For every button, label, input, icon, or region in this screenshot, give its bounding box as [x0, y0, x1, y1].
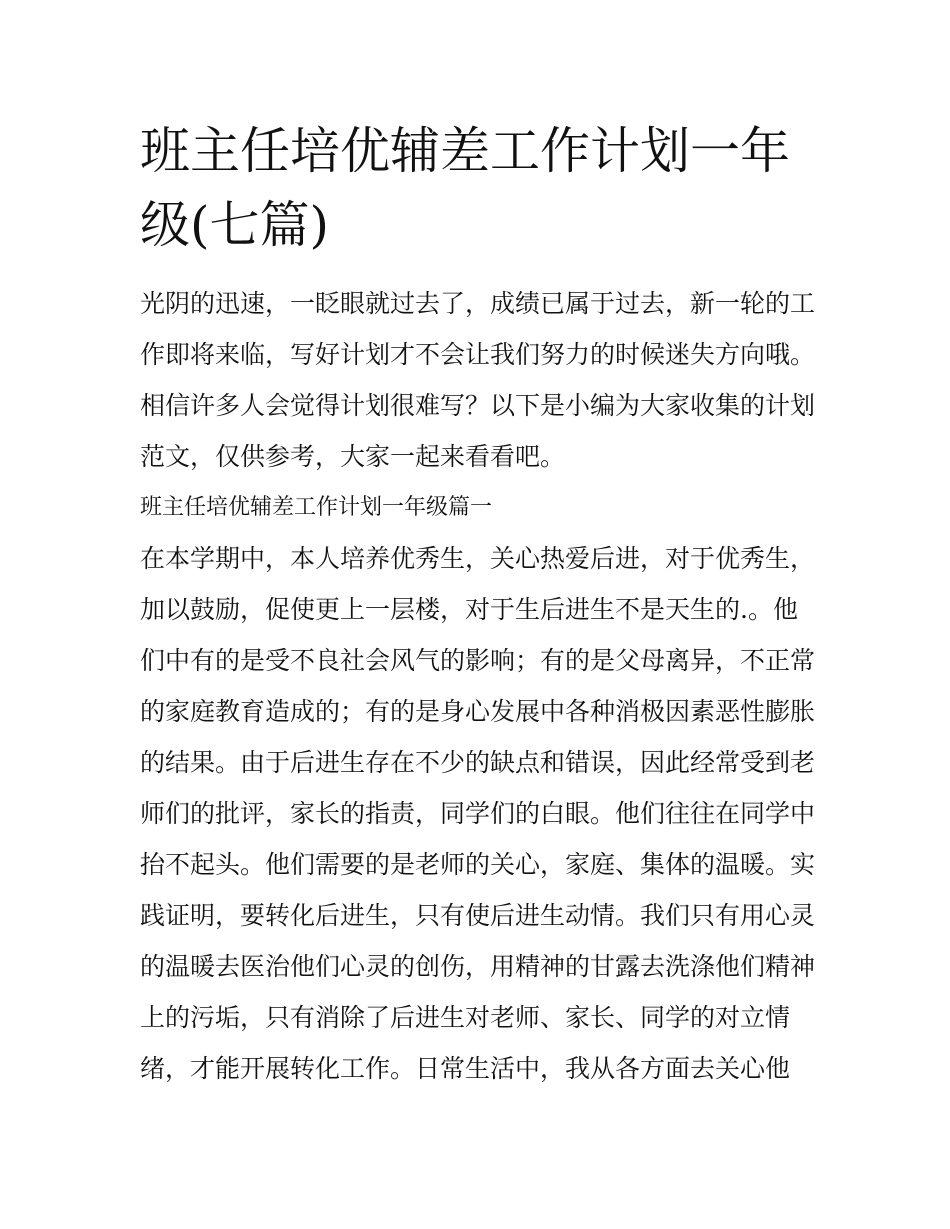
section-line: 绪，才能开展转化工作。日常生活中，我从各方面去关心他 — [140, 1054, 791, 1083]
intro-line: 作即将来临，写好计划才不会让我们努力的时候迷失方向哦。 — [140, 340, 816, 369]
document-title — [140, 114, 820, 262]
intro-line: 相信许多人会觉得计划很难写？以下是小编为大家收集的计划 — [140, 391, 816, 420]
intro-line: 光阴的迅速，一眨眼就过去了，成绩已属于过去，新一轮的工 — [140, 289, 816, 318]
title-line: 级(七篇) — [140, 196, 330, 254]
section-line: 加以鼓励，促使更上一层楼，对于生后进生不是天生的.。他 — [140, 595, 798, 624]
section-line: 师们的批评，家长的指责，同学们的白眼。他们往往在同学中 — [140, 799, 816, 828]
section-line: 的结果。由于后进生存在不少的缺点和错误，因此经常受到老 — [140, 748, 816, 777]
section-line: 上的污垢，只有消除了后进生对老师、家长、同学的对立情 — [140, 1003, 791, 1032]
intro-line: 范文，仅供参考，大家一起来看看吧。 — [140, 442, 566, 471]
section-line: 抬不起头。他们需要的是老师的关心，家庭、集体的温暖。实 — [140, 850, 816, 879]
section-line: 们中有的是受不良社会风气的影响；有的是父母离异，不正常 — [140, 646, 816, 675]
title-line: 班主任培优辅差工作计划一年 — [140, 122, 790, 180]
section-line: 的温暖去医治他们心灵的创伤，用精神的甘露去洗涤他们精神 — [140, 952, 816, 981]
section-line: 践证明，要转化后进生，只有使后进生动情。我们只有用心灵 — [140, 901, 816, 930]
section-line: 的家庭教育造成的；有的是身心发展中各种消极因素恶性膨胀 — [140, 697, 816, 726]
section-line: 在本学期中，本人培养优秀生，关心热爱后进，对于优秀生， — [140, 544, 816, 573]
section-heading: 班主任培优辅差工作计划一年级篇一 — [140, 495, 493, 520]
document-body — [140, 278, 830, 1094]
